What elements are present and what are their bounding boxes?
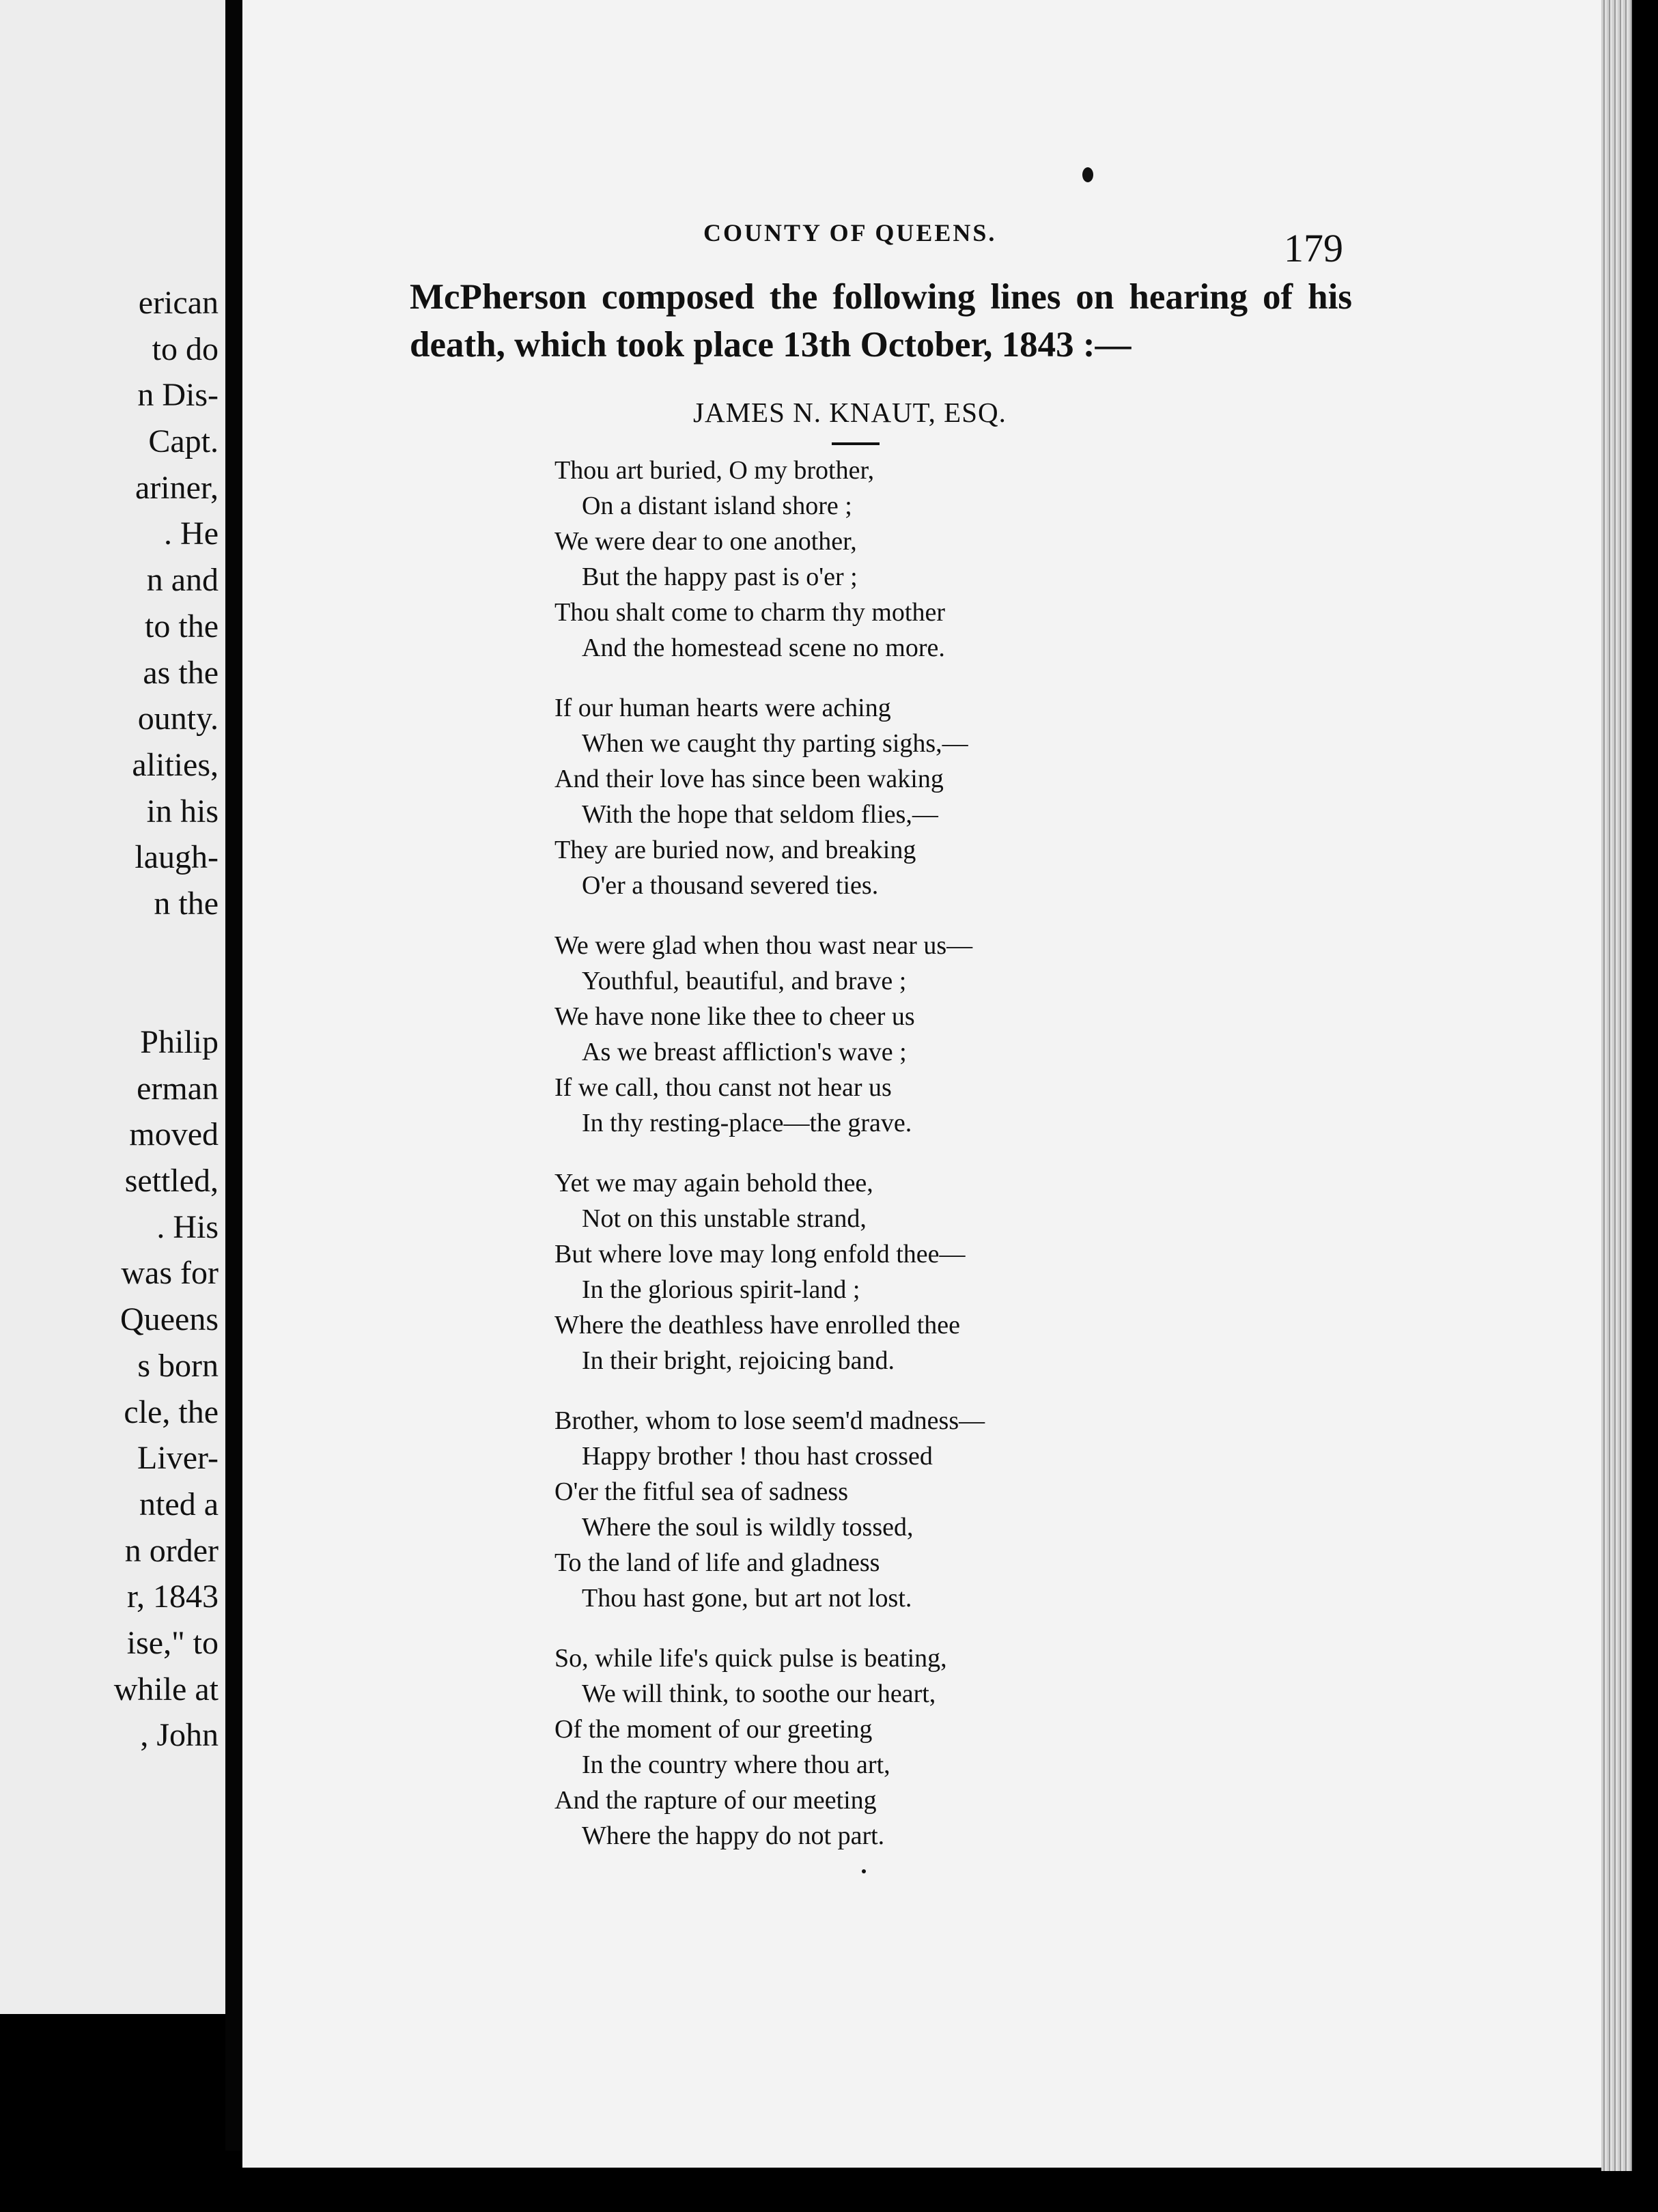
poem-line: Thou shalt come to charm thy mother	[554, 598, 945, 627]
page-number: 179	[1284, 226, 1343, 270]
poem-line: Where the deathless have enrolled thee	[554, 1311, 960, 1339]
left-page-line: ise," to	[126, 1624, 219, 1661]
left-page-line: ariner,	[135, 469, 219, 506]
poem-line: O'er the fitful sea of sadness	[554, 1477, 848, 1506]
poem-line: So, while life's quick pulse is beating,	[554, 1644, 947, 1673]
poem-line: But where love may long enfold thee—	[554, 1240, 966, 1268]
intro-paragraph: McPherson composed the following lines on hearing of his death, which took place 13th October, 1843 :—	[410, 277, 1352, 365]
poem-line: Happy brother ! thou hast crossed	[582, 1442, 933, 1471]
running-header: COUNTY OF QUEENS.	[703, 219, 997, 246]
left-page-line: ounty.	[137, 700, 219, 737]
poem-line: Thou hast gone, but art not lost.	[582, 1584, 912, 1613]
poem-stanza	[554, 1641, 985, 1854]
left-page-line: Liver-	[137, 1440, 219, 1477]
ink-spot	[1082, 167, 1093, 182]
poem-line: And the rapture of our meeting	[554, 1786, 877, 1815]
poem-line: If we call, thou canst not hear us	[554, 1073, 892, 1102]
poem-line: We were dear to one another,	[554, 527, 857, 556]
left-page-line: was for	[121, 1255, 219, 1292]
poem-line: Youthful, beautiful, and brave ;	[582, 967, 907, 995]
title-rule	[832, 442, 880, 445]
poem-line: If our human hearts were aching	[554, 694, 891, 722]
poem-line: In the country where thou art,	[582, 1750, 890, 1779]
left-page-line: n order	[124, 1532, 219, 1569]
poem-stanza	[554, 928, 985, 1141]
left-page-line	[0, 973, 219, 1019]
left-page-line: while at	[113, 1671, 219, 1707]
left-page-line: . His	[156, 1208, 219, 1245]
left-page-line: Philip	[140, 1024, 219, 1060]
poem-line: With the hope that seldom flies,—	[582, 800, 938, 829]
left-page-line	[0, 927, 219, 974]
poem-line: We have none like thee to cheer us	[554, 1002, 915, 1031]
left-page-line: laugh-	[135, 839, 219, 876]
left-page-line: to do	[152, 330, 219, 367]
poem-line: Brother, whom to lose seem'd madness—	[554, 1406, 985, 1435]
left-page-line: n Dis-	[137, 377, 219, 414]
left-page-line: as the	[143, 654, 219, 691]
poem-line: Not on this unstable strand,	[582, 1204, 867, 1233]
poem-line: In thy resting-place—the grave.	[582, 1109, 912, 1137]
page-edge	[1601, 0, 1632, 2171]
poem-line: And the homestead scene no more.	[582, 634, 945, 662]
poem-line: To the land of life and gladness	[554, 1548, 880, 1577]
left-page-line: alities,	[132, 746, 219, 783]
poem-line: Yet we may again behold thee,	[554, 1169, 873, 1197]
left-page-line: in his	[146, 793, 219, 830]
left-page-line: erican	[138, 285, 219, 321]
poem-line: We were glad when thou wast near us—	[554, 931, 973, 960]
poem-line: Of the moment of our greeting	[554, 1715, 873, 1744]
left-page-line: to the	[145, 608, 219, 644]
left-page-line: n and	[146, 562, 219, 599]
poem-stanza	[554, 1403, 985, 1616]
poem-body	[554, 453, 985, 1878]
poem-line: As we breast affliction's wave ;	[582, 1038, 907, 1066]
left-page-line: cle, the	[124, 1393, 219, 1430]
left-page-line: moved	[129, 1116, 219, 1153]
left-page-line: , John	[140, 1717, 219, 1754]
left-page-line: erman	[137, 1070, 219, 1107]
left-page-line: Queens	[120, 1301, 219, 1338]
left-page	[0, 0, 225, 2014]
left-page-line: s born	[137, 1347, 219, 1384]
book-gutter	[225, 0, 242, 2151]
poem-line: But the happy past is o'er ;	[582, 563, 858, 591]
poem-line: Thou art buried, O my brother,	[554, 456, 875, 485]
left-page-line: r, 1843	[126, 1578, 219, 1615]
left-page-text	[0, 280, 219, 1759]
poem-line: O'er a thousand severed ties.	[582, 871, 879, 900]
poem-line: And their love has since been waking	[554, 765, 944, 793]
poem-line: When we caught thy parting sighs,—	[582, 729, 968, 758]
poem-line: On a distant island shore ;	[582, 492, 852, 520]
poem-line: In the glorious spirit-land ;	[582, 1275, 860, 1304]
left-page-line: n the	[154, 885, 219, 922]
poem-stanza	[554, 453, 985, 666]
poem-line: Where the happy do not part.	[582, 1821, 885, 1850]
poem-line: In their bright, rejoicing band.	[582, 1346, 895, 1375]
left-page-line: Capt.	[148, 423, 219, 460]
poem-line: They are buried now, and breaking	[554, 836, 916, 864]
left-page-line: . He	[164, 515, 219, 552]
poem-title: JAMES N. KNAUT, ESQ.	[693, 397, 1007, 428]
poem-stanza	[554, 690, 985, 903]
poem-line: We will think, to soothe our heart,	[582, 1679, 936, 1708]
left-page-line: settled,	[124, 1163, 219, 1200]
left-page-line: nted a	[139, 1486, 219, 1522]
poem-line: Where the soul is wildly tossed,	[582, 1513, 914, 1542]
poem-stanza	[554, 1165, 985, 1378]
